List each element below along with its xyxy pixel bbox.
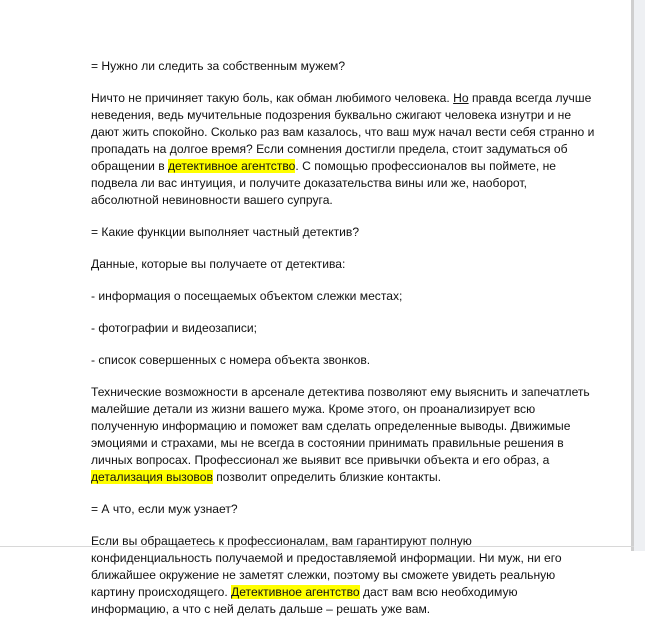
paragraph-1-text-c: . С помощью профессионалов вы поймете, не подвела ли вас интуиция, и получите доказательства вины или же, наоборот, абсолютной невиновности вашего супруга. (91, 159, 556, 207)
paragraph-4 (91, 533, 596, 618)
heading-1: = Нужно ли следить за собственным мужем? (91, 59, 346, 73)
window-background (634, 0, 645, 551)
heading-3: = А что, если муж узнает? (91, 502, 238, 516)
paragraph-4-text-a: Если вы обращаетесь к профессионалам, вам гарантируют полную конфиденциальность получаемой и предоставляемой информации. Ни муж, ни его ближайшее окружение не заметят слежки, поэтому вы сможете увидеть реальную картину происходящего. (91, 534, 562, 599)
highlight-agency-1: детективное агентство (167, 159, 296, 173)
paragraph-1-text-b: правда всегда лучше неведения, ведь мучительные подозрения буквально сжигают человека изнутри и не дают жить спокойно. Сколько раз вам казалось, что ваш муж начал вести себя странно и пропадать на долгое время? Если сомнения достигли предела, стоит задуматься об обращении в (91, 91, 595, 173)
paragraph-3 (91, 384, 596, 486)
paragraph-3-text-a: Технические возможности в арсенале детектива позволяют ему выяснить и запечатлеть малейшие детали из жизни вашего мужа. Кроме этого, он проанализирует всю полученную информацию и поможет вам сделать определенные выводы. Движимые эмоциями и страхами, мы не всегда в состоянии принимать правильные решения в личных вопросах. Профессионал же выявит все привычки объекта и его образ, а (91, 385, 590, 467)
paragraph-3-text-b: позволит определить близкие контакты. (212, 470, 442, 484)
document-body[interactable] (91, 58, 596, 633)
highlight-call-details: детализация вызовов (91, 470, 213, 484)
paragraph-1 (91, 90, 596, 209)
paragraph-2: Данные, которые вы получаете от детектива: (91, 257, 346, 271)
list-item: - информация о посещаемых объектом слежки местах; (91, 289, 403, 303)
paragraph-1-text-a: Ничто не причиняет такую боль, как обман любимого человека. (91, 91, 454, 105)
underlined-word: Но (453, 91, 469, 105)
list-item: - фотографии и видеозаписи; (91, 321, 258, 335)
highlight-agency-2: Детективное агентство (231, 585, 360, 599)
heading-2: = Какие функции выполняет частный детектив? (91, 225, 360, 239)
list-item: - список совершенных с номера объекта звонков. (91, 353, 371, 367)
paragraph-4-text-b: даст вам всю необходимую информацию, а что с ней делать дальше – решать уже вам. (91, 585, 518, 616)
